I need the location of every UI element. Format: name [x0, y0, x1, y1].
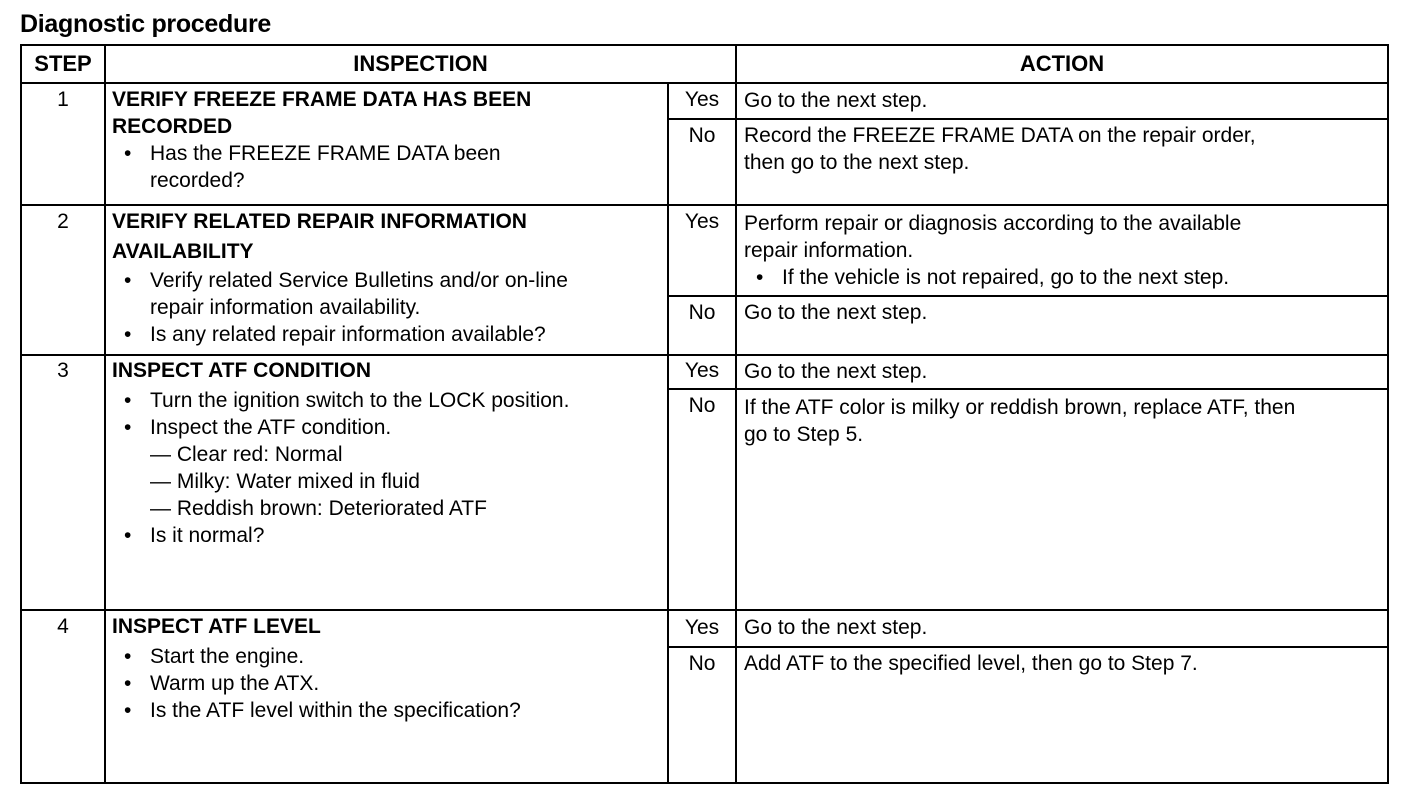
- page-title: Diagnostic procedure: [20, 10, 271, 38]
- inspection-item: • Has the FREEZE FRAME DATA been: [112, 140, 668, 167]
- yes-action: [744, 614, 1384, 641]
- no-action: [744, 650, 1384, 677]
- header-divider: [22, 82, 1387, 84]
- no-label: No: [688, 124, 716, 147]
- action-text: Perform repair or diagnosis according to the available: [744, 212, 1242, 235]
- header-inspection: INSPECTION: [353, 51, 488, 76]
- action-text: Go to the next step.: [744, 616, 928, 639]
- inspection-heading: RECORDED: [112, 115, 233, 138]
- action-text: Go to the next step.: [744, 360, 928, 383]
- action-text: Go to the next step.: [744, 301, 928, 324]
- row-divider: [22, 609, 1387, 611]
- yes-label: Yes: [684, 359, 720, 382]
- yes-action: [744, 87, 1384, 114]
- row-divider: [22, 204, 1387, 206]
- action-text: go to Step 5.: [744, 423, 864, 446]
- no-label: No: [688, 301, 716, 324]
- step-number: 4: [57, 615, 69, 638]
- yes-label: Yes: [684, 210, 720, 233]
- yes-no-divider: [667, 646, 1387, 648]
- step-number: 1: [57, 88, 69, 111]
- inspection-item: • Start the engine.: [112, 643, 668, 670]
- column-divider: [104, 46, 106, 782]
- row-divider: [22, 354, 1387, 356]
- inspection-item: • Inspect the ATF condition.: [112, 414, 668, 441]
- action-bullet: • If the vehicle is not repaired, go to the next step.: [744, 264, 1384, 291]
- yes-action: [744, 210, 1384, 291]
- inspection-item: — Reddish brown: Deteriorated ATF: [150, 497, 487, 520]
- yes-action: [744, 358, 1384, 385]
- inspection-item: repair information availability.: [150, 296, 421, 319]
- no-action: [744, 299, 1384, 326]
- inspection-heading: INSPECT ATF CONDITION: [112, 359, 371, 382]
- no-label: No: [688, 394, 716, 417]
- inspection-cell: [112, 613, 668, 724]
- inspection-heading: VERIFY RELATED REPAIR INFORMATION: [112, 210, 527, 233]
- step-number: 2: [57, 210, 69, 233]
- yes-no-divider: [667, 388, 1387, 390]
- inspection-item: • Warm up the ATX.: [112, 670, 668, 697]
- column-divider: [735, 46, 737, 782]
- action-text: repair information.: [744, 239, 914, 262]
- action-text: Add ATF to the specified level, then go to Step 7.: [744, 652, 1198, 675]
- inspection-cell: [112, 208, 668, 348]
- header-step: STEP: [34, 51, 92, 76]
- no-action: [744, 122, 1384, 176]
- inspection-heading: VERIFY FREEZE FRAME DATA HAS BEEN: [112, 88, 532, 111]
- inspection-item: — Milky: Water mixed in fluid: [150, 470, 420, 493]
- yes-label: Yes: [684, 88, 720, 111]
- yes-no-divider: [667, 118, 1387, 120]
- step-number: 3: [57, 359, 69, 382]
- yes-label: Yes: [684, 616, 720, 639]
- diagnostic-table: [20, 44, 1389, 784]
- no-action: [744, 394, 1384, 448]
- inspection-item: • Is it normal?: [112, 522, 668, 549]
- inspection-cell: [112, 357, 668, 549]
- action-text: Go to the next step.: [744, 89, 928, 112]
- header-action: ACTION: [1019, 51, 1105, 76]
- yes-no-divider: [667, 295, 1387, 297]
- inspection-item: — Clear red: Normal: [150, 443, 343, 466]
- action-text: then go to the next step.: [744, 151, 970, 174]
- action-text: If the ATF color is milky or reddish brown, replace ATF, then: [744, 396, 1296, 419]
- inspection-item: recorded?: [150, 169, 245, 192]
- inspection-heading: AVAILABILITY: [112, 240, 254, 263]
- no-label: No: [688, 652, 716, 675]
- inspection-heading: INSPECT ATF LEVEL: [112, 615, 321, 638]
- inspection-item: • Is any related repair information available?: [112, 321, 668, 348]
- action-text: Record the FREEZE FRAME DATA on the repair order,: [744, 124, 1256, 147]
- inspection-item: • Verify related Service Bulletins and/or on-line: [112, 267, 668, 294]
- inspection-item: • Turn the ignition switch to the LOCK position.: [112, 387, 668, 414]
- inspection-item: • Is the ATF level within the specification?: [112, 697, 668, 724]
- inspection-cell: [112, 86, 668, 194]
